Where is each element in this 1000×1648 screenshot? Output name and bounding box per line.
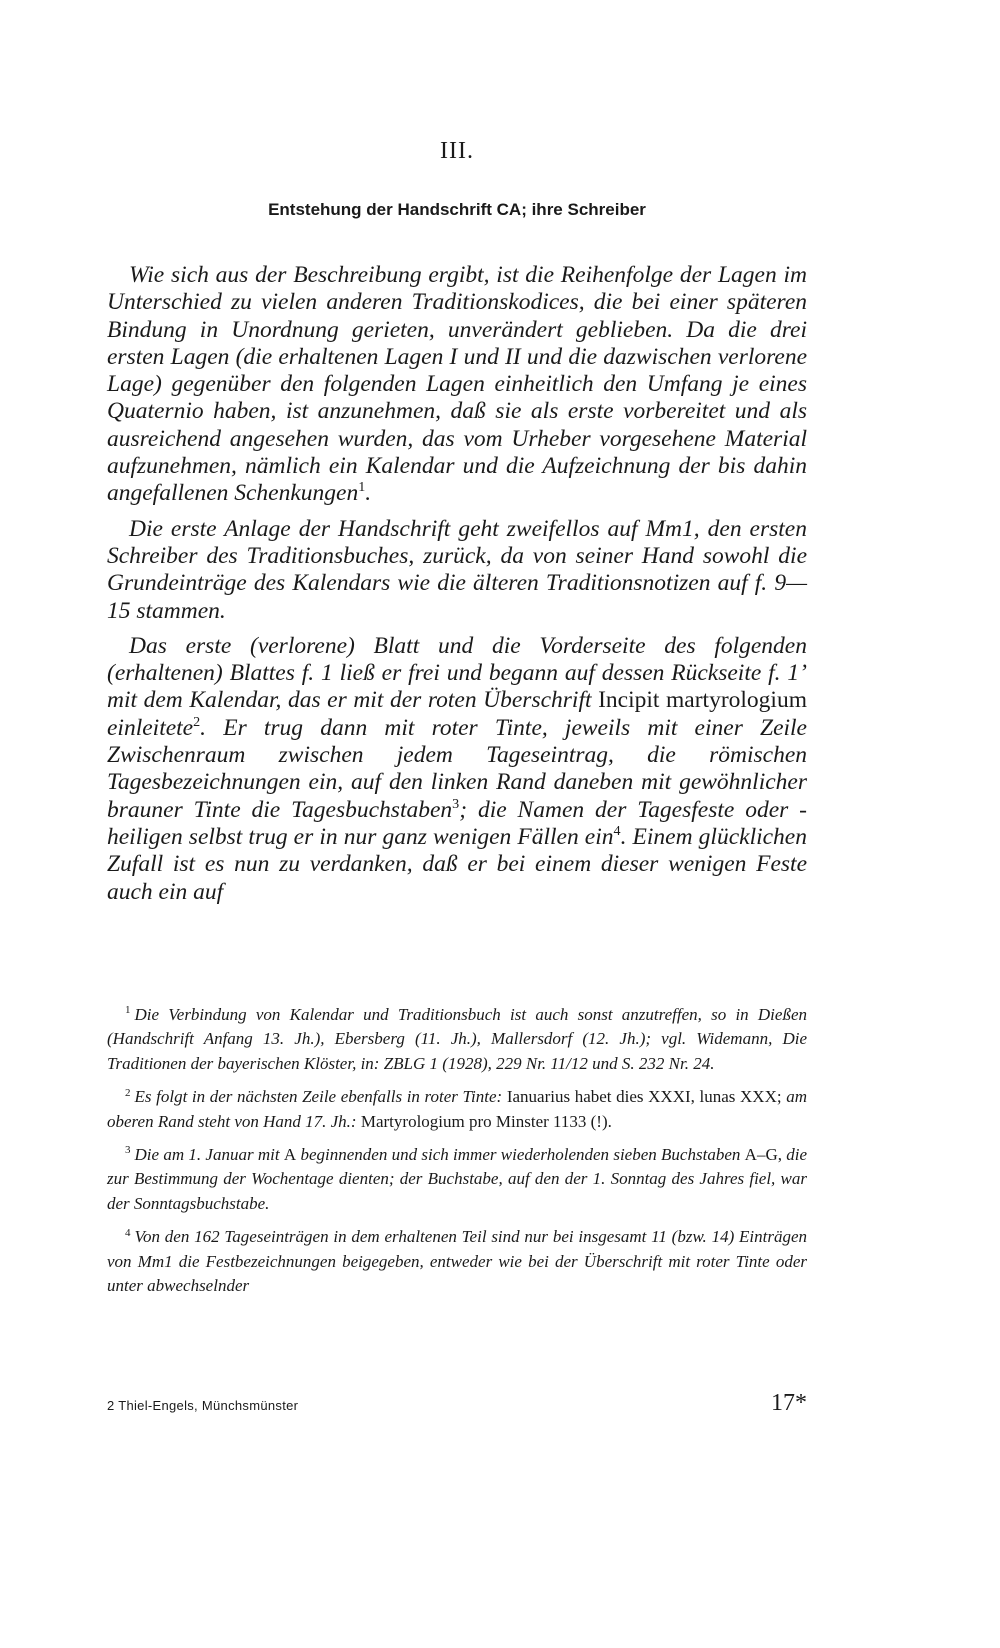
- footnote-ref-3: 3: [452, 795, 460, 812]
- footnote-3-letter: A: [283, 1145, 297, 1165]
- footnote-1: [107, 1003, 807, 1076]
- footnote-2-part-c: am oberen Rand steht von Hand 17. Jh.:: [107, 1087, 807, 1131]
- main-text: [107, 262, 807, 914]
- paragraph-2-text: Die erste Anlage der Handschrift geht zweifellos auf Mm1, den ersten Schreiber des Traditionsbuches, zurück, da von seiner Hand sowohl die Grundeinträge des Kalendars wie die älteren Traditionsnotizen auf f. 9—15 stammen.: [107, 515, 807, 624]
- footnote-1-mark: 1: [125, 1004, 131, 1017]
- footnote-2-part-a: Es folgt in der nächsten Zeile ebenfalls in roter Tinte:: [134, 1087, 503, 1107]
- paragraph-3-part-b: einleitete: [107, 714, 194, 741]
- footnote-2-mark: 2: [125, 1086, 131, 1099]
- page-number: 17*: [771, 1390, 807, 1416]
- footnote-1-text: Die Verbindung von Kalendar und Traditionsbuch ist auch sonst anzutreffen, so in Dießen (Handschrift Anfang 13. Jh.), Ebersberg (11. Jh.), Mallersdorf (12. Jh.); vgl. Widemann, Die Traditionen der bayerischen Klöster, in: ZBLG 1 (1928), 229 Nr. 11/12 und S. 232 Nr. 24.: [107, 1005, 807, 1073]
- footnote-3-part-c: beginnenden und sich immer wiederholenden sieben Buchstaben: [300, 1145, 741, 1165]
- footnote-4-mark: 4: [125, 1226, 131, 1239]
- paragraph-3-part-e: . Einem glücklichen Zufall ist es nun zu verdanken, daß er bei einem dieser wenigen Feste auch ein auf: [107, 823, 807, 905]
- page-footer: [107, 1390, 807, 1420]
- paragraph-1-end: .: [365, 480, 372, 507]
- chapter-number: III.: [440, 138, 474, 164]
- footnote-3: [107, 1143, 807, 1216]
- paragraph-2: [107, 516, 807, 625]
- footnote-3-part-e: die zur Bestimmung der Wochentage dienten; der Buchstabe, auf den der 1. Sonntag des Jahres fiel, war der Sonntagsbuchstabe.: [107, 1145, 808, 1213]
- paragraph-1: [107, 262, 807, 508]
- footnote-4-text: Von den 162 Tageseinträgen in dem erhaltenen Teil sind nur bei insgesamt 11 (bzw. 14) Einträgen von Mm1 die Festbezeichnungen beigegeben, entweder wie bei der Überschrift mit roter Tinte oder unter abwechselnder: [107, 1227, 807, 1296]
- footnote-4: [107, 1225, 807, 1298]
- footer-signature: 2 Thiel-Engels, Münchsmünster: [107, 1398, 299, 1413]
- chapter-title: Entstehung der Handschrift CA; ihre Schreiber: [268, 200, 646, 219]
- footnote-3-mark: 3: [125, 1144, 131, 1157]
- footnote-2: [107, 1085, 807, 1134]
- footnote-ref-2: 2: [193, 713, 201, 730]
- paragraph-3: [107, 633, 807, 906]
- paragraph-3-part-a: Das erste (verlorene) Blatt und die Vorderseite des folgenden (erhaltenen) Blattes f. 1 ließ er frei und begann auf dessen Rückseite f. 1’ mit dem Kalendar, das er mit der roten Überschrift: [107, 632, 807, 714]
- footnotes: [107, 1003, 807, 1307]
- footnote-2-quote-a: Ianuarius habet dies XXXI, lunas XXX;: [506, 1087, 782, 1107]
- manuscript-quote: Incipit martyrologium: [598, 687, 807, 714]
- footnote-3-letter-range: A–G,: [744, 1145, 782, 1165]
- footnote-2-quote-b: Martyrologium pro Minster 1133 (!).: [360, 1111, 612, 1131]
- paragraph-1-text: Wie sich aus der Beschreibung ergibt, ist die Reihenfolge der Lagen im Unterschied zu vielen anderen Traditionskodices, die bei einer späteren Bindung in Unordnung gerieten, unverändert geblieben. Da die drei ersten Lagen (die erhaltenen Lagen I und II und die dazwischen verlorene Lage) gegenüber den folgenden Lagen einheitlich den Umfang je eines Quaternio haben, ist anzunehmen, daß sie als erste vorbereitet und als ausreichend angesehen wurden, das vom Urheber vorgesehene Material aufzunehmen, nämlich ein Kalendar und die Aufzeichnung der bis dahin angefallenen Schenkungen: [107, 262, 807, 507]
- footnote-ref-4: 4: [613, 823, 621, 840]
- paragraph-3-part-d: ; die Namen der Tagesfeste oder -heiligen selbst trug er in nur ganz wenigen Fällen ein: [107, 796, 808, 850]
- footnote-ref-1: 1: [358, 479, 366, 496]
- footnote-3-part-a: Die am 1. Januar mit: [134, 1145, 280, 1165]
- book-page: [107, 0, 807, 1648]
- paragraph-3-part-c: . Er trug dann mit roter Tinte, jeweils mit einer Zeile Zwischenraum zwischen jedem Tageseintrag, die römischen Tagesbezeichnungen ein, auf den linken Rand daneben mit gewöhnlicher brauner Tinte die Tagesbuchstaben: [107, 714, 807, 823]
